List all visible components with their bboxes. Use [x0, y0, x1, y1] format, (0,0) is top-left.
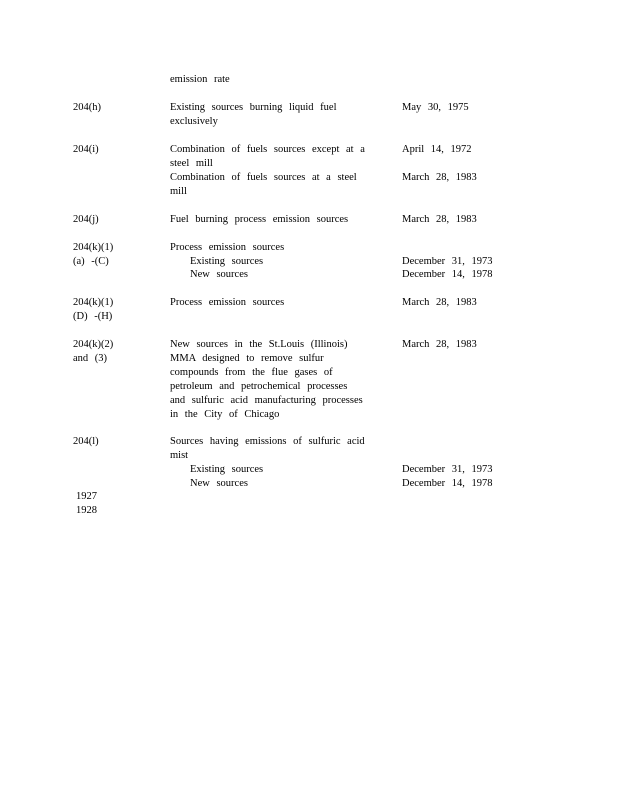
section-number-cont: and (3): [73, 353, 108, 364]
effective-date: December 14, 1978: [402, 269, 493, 280]
source-description: New sources in the St.Louis (Illinois): [170, 339, 348, 350]
continuation-text: emission rate: [170, 74, 230, 85]
effective-date: April 14, 1972: [402, 144, 472, 155]
sub-source-label: New sources: [190, 478, 248, 489]
source-description: Combination of fuels sources at a steel: [170, 172, 357, 183]
section-number: 204(k)(2): [73, 339, 114, 350]
source-description: Existing sources burning liquid fuel: [170, 102, 337, 113]
source-description: compounds from the flue gases of: [170, 367, 333, 378]
sub-source-label: Existing sources: [190, 464, 264, 475]
source-description: Process emission sources: [170, 242, 285, 253]
effective-date: May 30, 1975: [402, 102, 469, 113]
effective-date: December 14, 1978: [402, 478, 493, 489]
sub-source-label: New sources: [190, 269, 248, 280]
source-description: and sulfuric acid manufacturing processes: [170, 395, 363, 406]
effective-date: December 31, 1973: [402, 464, 493, 475]
section-number: 204(i): [73, 144, 99, 155]
source-description: petroleum and petrochemical processes: [170, 381, 348, 392]
section-number: 204(j): [73, 214, 99, 225]
effective-date: March 28, 1983: [402, 214, 477, 225]
source-description: steel mill: [170, 158, 213, 169]
effective-date: December 31, 1973: [402, 256, 493, 267]
source-description: mill: [170, 186, 187, 197]
source-description: Sources having emissions of sulfuric acid: [170, 436, 365, 447]
sub-source-label: Existing sources: [190, 256, 264, 267]
effective-date: March 28, 1983: [402, 297, 477, 308]
page-number: 1927: [76, 491, 97, 502]
source-description: Combination of fuels sources except at a: [170, 144, 365, 155]
section-number: 204(k)(1): [73, 242, 114, 253]
source-description: mist: [170, 450, 189, 461]
section-number: 204(k)(1): [73, 297, 114, 308]
section-number: 204(h): [73, 102, 101, 113]
source-description: exclusively: [170, 116, 218, 127]
page-number: 1928: [76, 505, 97, 516]
section-number-cont: (D) -(H): [73, 311, 113, 322]
effective-date: March 28, 1983: [402, 172, 477, 183]
effective-date: March 28, 1983: [402, 339, 477, 350]
source-description: in the City of Chicago: [170, 409, 280, 420]
source-description: MMA designed to remove sulfur: [170, 353, 324, 364]
source-description: Process emission sources: [170, 297, 285, 308]
section-number-cont: (a) -(C): [73, 256, 109, 267]
source-description: Fuel burning process emission sources: [170, 214, 349, 225]
section-number: 204(l): [73, 436, 99, 447]
